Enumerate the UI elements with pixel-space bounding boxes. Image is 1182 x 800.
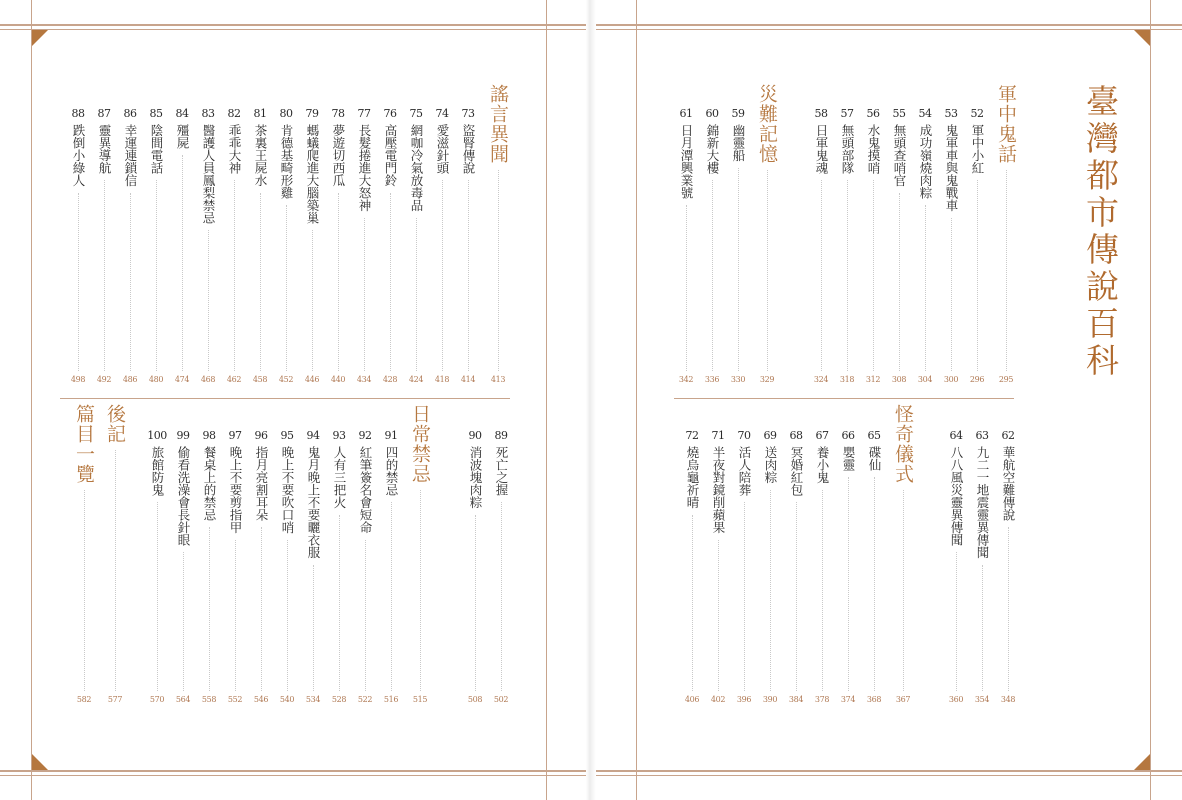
toc-entry-75[interactable] bbox=[405, 108, 427, 384]
entry-page: 446 bbox=[304, 375, 320, 384]
entry-number: 98 bbox=[202, 429, 216, 442]
entry-number: 65 bbox=[867, 429, 881, 442]
entry-title: 水鬼摸哨 bbox=[866, 124, 881, 174]
toc-entry-100[interactable] bbox=[146, 430, 168, 704]
leader-dots bbox=[770, 490, 771, 692]
entry-title: 偷看洗澡會長針眼 bbox=[176, 446, 191, 546]
entry-title: 晚上不要吹口哨 bbox=[280, 446, 295, 534]
section-title: 日常禁忌 bbox=[409, 404, 431, 484]
leader-dots bbox=[498, 170, 499, 371]
leader-dots bbox=[1006, 170, 1007, 371]
leader-dots bbox=[982, 565, 983, 692]
entry-title: 幸運連鎖信 bbox=[123, 124, 138, 187]
entry-page: 336 bbox=[704, 375, 720, 384]
entry-page: 570 bbox=[149, 695, 165, 704]
entry-title: 紅筆簽名會短命 bbox=[358, 446, 373, 534]
leader-dots bbox=[956, 552, 957, 691]
divider-left bbox=[60, 398, 510, 399]
toc-entry-64[interactable] bbox=[945, 430, 967, 704]
entry-title: 死亡之握 bbox=[494, 446, 509, 496]
entry-number: 91 bbox=[384, 429, 398, 442]
entry-title: 日月潭興業號 bbox=[679, 124, 694, 199]
entry-page: 304 bbox=[917, 375, 933, 384]
entry-page: 492 bbox=[96, 375, 112, 384]
section-postscript[interactable] bbox=[102, 404, 128, 704]
entry-page: 462 bbox=[226, 375, 242, 384]
leader-dots bbox=[475, 515, 476, 692]
book-title: 臺灣都市傳說百科 bbox=[1081, 84, 1120, 380]
section-page: 367 bbox=[895, 695, 911, 704]
entry-title: 無頭部隊 bbox=[840, 124, 855, 174]
entry-title: 陰間電話 bbox=[149, 124, 164, 174]
entry-number: 85 bbox=[149, 107, 163, 120]
leader-dots bbox=[209, 527, 210, 691]
entry-number: 77 bbox=[357, 107, 371, 120]
toc-entry-81[interactable] bbox=[249, 108, 271, 384]
entry-title: 夢遊切西瓜 bbox=[331, 124, 346, 187]
entry-page: 502 bbox=[493, 695, 509, 704]
frame-right-inner-line bbox=[636, 0, 637, 800]
leader-dots bbox=[796, 502, 797, 691]
leader-dots bbox=[821, 180, 822, 371]
toc-entry-94[interactable] bbox=[302, 430, 324, 704]
leader-dots bbox=[903, 490, 904, 691]
entry-page: 486 bbox=[122, 375, 138, 384]
section-military[interactable] bbox=[993, 84, 1019, 384]
entry-number: 72 bbox=[685, 429, 699, 442]
entry-number: 93 bbox=[332, 429, 346, 442]
entry-number: 79 bbox=[305, 107, 319, 120]
toc-entry-59[interactable] bbox=[727, 108, 749, 384]
toc-entry-73[interactable] bbox=[457, 108, 479, 384]
toc-entry-65[interactable] bbox=[863, 430, 885, 704]
leader-dots bbox=[313, 565, 314, 692]
leader-dots bbox=[899, 193, 900, 372]
leader-dots bbox=[718, 540, 719, 692]
entry-number: 100 bbox=[147, 429, 167, 442]
leader-dots bbox=[312, 230, 313, 371]
toc-entry-56[interactable] bbox=[862, 108, 884, 384]
book-spine-gutter bbox=[586, 0, 596, 800]
toc-entry-91[interactable] bbox=[380, 430, 402, 704]
section-title: 篇目一覽 bbox=[73, 404, 95, 484]
entry-title: 醫護人員鳳梨禁忌 bbox=[201, 124, 216, 224]
toc-entry-71[interactable] bbox=[707, 430, 729, 704]
toc-entry-67[interactable] bbox=[811, 430, 833, 704]
leader-dots bbox=[873, 180, 874, 371]
entry-page: 312 bbox=[865, 375, 881, 384]
entry-title: 晚上不要剪指甲 bbox=[228, 446, 243, 534]
entry-title: 肯德基畸形雞 bbox=[279, 124, 294, 199]
entry-number: 68 bbox=[789, 429, 803, 442]
entry-title: 活人陪葬 bbox=[737, 446, 752, 496]
entry-title: 四的禁忌 bbox=[384, 446, 399, 496]
toc-entry-57[interactable] bbox=[836, 108, 858, 384]
entry-number: 73 bbox=[461, 107, 475, 120]
entry-page: 378 bbox=[814, 695, 830, 704]
toc-entry-98[interactable] bbox=[198, 430, 220, 704]
entry-title: 華航空難傳說 bbox=[1001, 446, 1016, 521]
entry-number: 82 bbox=[227, 107, 241, 120]
toc-entry-54[interactable] bbox=[914, 108, 936, 384]
leader-dots bbox=[847, 180, 848, 371]
toc-entry-72[interactable] bbox=[681, 430, 703, 704]
entry-title: 錦新大樓 bbox=[705, 124, 720, 174]
toc-entry-92[interactable] bbox=[354, 430, 376, 704]
toc-entry-83[interactable] bbox=[197, 108, 219, 384]
section-index[interactable] bbox=[71, 404, 97, 704]
entry-title: 旅館防鬼 bbox=[150, 446, 165, 496]
entry-title: 消波塊肉粽 bbox=[468, 446, 483, 509]
entry-title: 餐桌上的禁忌 bbox=[202, 446, 217, 521]
leader-dots bbox=[767, 170, 768, 371]
leader-dots bbox=[738, 168, 739, 372]
entry-page: 480 bbox=[148, 375, 164, 384]
entry-title: 網咖冷氣放毒品 bbox=[409, 124, 424, 212]
toc-entry-68[interactable] bbox=[785, 430, 807, 704]
leader-dots bbox=[501, 502, 502, 691]
toc-entry-58[interactable] bbox=[810, 108, 832, 384]
toc-entry-62[interactable] bbox=[997, 430, 1019, 704]
entry-page: 440 bbox=[330, 375, 346, 384]
entry-number: 74 bbox=[435, 107, 449, 120]
leader-dots bbox=[261, 527, 262, 691]
entry-page: 324 bbox=[813, 375, 829, 384]
toc-entry-78[interactable] bbox=[327, 108, 349, 384]
entry-title: 鬼月晚上不要曬衣服 bbox=[306, 446, 321, 559]
toc-entry-89[interactable] bbox=[490, 430, 512, 704]
toc-entry-55[interactable] bbox=[888, 108, 910, 384]
entry-title: 嬰靈 bbox=[841, 446, 856, 471]
toc-entry-86[interactable] bbox=[119, 108, 141, 384]
section-page: 582 bbox=[76, 695, 92, 704]
entry-number: 81 bbox=[253, 107, 267, 120]
entry-page: 354 bbox=[974, 695, 990, 704]
entry-title: 養小鬼 bbox=[815, 446, 830, 484]
entry-number: 64 bbox=[949, 429, 963, 442]
entry-page: 424 bbox=[408, 375, 424, 384]
entry-page: 522 bbox=[357, 695, 373, 704]
entry-title: 冥婚紅包 bbox=[789, 446, 804, 496]
entry-title: 靈異導航 bbox=[97, 124, 112, 174]
entry-number: 69 bbox=[763, 429, 777, 442]
entry-number: 59 bbox=[731, 107, 745, 120]
toc-entry-87[interactable] bbox=[93, 108, 115, 384]
frame-left-inner-line bbox=[546, 0, 547, 800]
toc-entry-90[interactable] bbox=[464, 430, 486, 704]
entry-page: 564 bbox=[175, 695, 191, 704]
entry-title: 碟仙 bbox=[867, 446, 882, 471]
entry-title: 茶裏王屍水 bbox=[253, 124, 268, 187]
entry-number: 90 bbox=[468, 429, 482, 442]
leader-dots bbox=[925, 205, 926, 371]
leader-dots bbox=[468, 180, 469, 371]
entry-title: 長髮捲進大怒神 bbox=[357, 124, 372, 212]
leader-dots bbox=[235, 540, 236, 692]
toc-entry-70[interactable] bbox=[733, 430, 755, 704]
entry-page: 318 bbox=[839, 375, 855, 384]
entry-number: 60 bbox=[705, 107, 719, 120]
toc-entry-76[interactable] bbox=[379, 108, 401, 384]
entry-page: 474 bbox=[174, 375, 190, 384]
entry-page: 434 bbox=[356, 375, 372, 384]
entry-number: 70 bbox=[737, 429, 751, 442]
leader-dots bbox=[848, 477, 849, 691]
toc-entry-80[interactable] bbox=[275, 108, 297, 384]
entry-page: 534 bbox=[305, 695, 321, 704]
entry-number: 58 bbox=[814, 107, 828, 120]
entry-number: 87 bbox=[97, 107, 111, 120]
toc-entry-79[interactable] bbox=[301, 108, 323, 384]
entry-number: 53 bbox=[944, 107, 958, 120]
entry-page: 452 bbox=[278, 375, 294, 384]
entry-title: 指月亮割耳朵 bbox=[254, 446, 269, 521]
entry-page: 396 bbox=[736, 695, 752, 704]
toc-entry-95[interactable] bbox=[276, 430, 298, 704]
section-disaster[interactable] bbox=[754, 84, 780, 384]
entry-page: 390 bbox=[762, 695, 778, 704]
divider-right bbox=[674, 398, 1014, 399]
entry-page: 458 bbox=[252, 375, 268, 384]
entry-number: 95 bbox=[280, 429, 294, 442]
entry-title: 鬼軍車與鬼戰車 bbox=[944, 124, 959, 212]
section-strange[interactable] bbox=[890, 404, 916, 704]
toc-entry-88[interactable] bbox=[67, 108, 89, 384]
leader-dots bbox=[234, 180, 235, 371]
entry-page: 342 bbox=[678, 375, 694, 384]
entry-number: 94 bbox=[306, 429, 320, 442]
entry-number: 56 bbox=[866, 107, 880, 120]
entry-page: 508 bbox=[467, 695, 483, 704]
leader-dots bbox=[416, 218, 417, 372]
leader-dots bbox=[84, 490, 85, 691]
leader-dots bbox=[339, 515, 340, 692]
entry-number: 76 bbox=[383, 107, 397, 120]
section-title: 軍中鬼話 bbox=[995, 84, 1017, 164]
entry-number: 62 bbox=[1001, 429, 1015, 442]
entry-title: 軍中小紅 bbox=[970, 124, 985, 174]
entry-number: 61 bbox=[679, 107, 693, 120]
leader-dots bbox=[286, 205, 287, 371]
leader-dots bbox=[951, 218, 952, 372]
leader-dots bbox=[78, 193, 79, 372]
entry-title: 螞蟻爬進大腦築巢 bbox=[305, 124, 320, 224]
entry-title: 日軍鬼魂 bbox=[814, 124, 829, 174]
leader-dots bbox=[364, 218, 365, 372]
section-daily[interactable] bbox=[407, 404, 433, 704]
toc-entry-97[interactable] bbox=[224, 430, 246, 704]
entry-number: 78 bbox=[331, 107, 345, 120]
frame-left-line bbox=[31, 0, 32, 800]
entry-number: 80 bbox=[279, 107, 293, 120]
leader-dots bbox=[338, 193, 339, 372]
leader-dots bbox=[420, 490, 421, 691]
entry-number: 52 bbox=[970, 107, 984, 120]
entry-title: 乖乖大神 bbox=[227, 124, 242, 174]
leader-dots bbox=[156, 180, 157, 371]
entry-title: 八八風災靈異傳聞 bbox=[949, 446, 964, 546]
entry-number: 89 bbox=[494, 429, 508, 442]
leader-dots bbox=[1008, 527, 1009, 691]
section-page: 515 bbox=[412, 695, 428, 704]
corner-ornament-top-right bbox=[1134, 30, 1150, 46]
toc-entry-60[interactable] bbox=[701, 108, 723, 384]
section-rumor[interactable] bbox=[485, 84, 511, 384]
entry-title: 半夜對鏡削蘋果 bbox=[711, 446, 726, 534]
entry-title: 九二一地震靈異傳聞 bbox=[975, 446, 990, 559]
leader-dots bbox=[390, 193, 391, 372]
entry-number: 84 bbox=[175, 107, 189, 120]
toc-entry-77[interactable] bbox=[353, 108, 375, 384]
section-page: 329 bbox=[759, 375, 775, 384]
entry-page: 468 bbox=[200, 375, 216, 384]
entry-number: 75 bbox=[409, 107, 423, 120]
leader-dots bbox=[391, 502, 392, 691]
leader-dots bbox=[130, 193, 131, 372]
entry-number: 57 bbox=[840, 107, 854, 120]
frame-right-line bbox=[1150, 0, 1151, 800]
entry-title: 幽靈船 bbox=[731, 124, 746, 162]
leader-dots bbox=[182, 155, 183, 371]
entry-page: 384 bbox=[788, 695, 804, 704]
entry-number: 54 bbox=[918, 107, 932, 120]
entry-number: 97 bbox=[228, 429, 242, 442]
entry-page: 546 bbox=[253, 695, 269, 704]
section-title: 後記 bbox=[104, 404, 126, 444]
toc-entry-53[interactable] bbox=[940, 108, 962, 384]
entry-page: 360 bbox=[948, 695, 964, 704]
toc-entry-61[interactable] bbox=[675, 108, 697, 384]
leader-dots bbox=[692, 515, 693, 692]
section-page: 295 bbox=[998, 375, 1014, 384]
section-title: 災難記憶 bbox=[756, 84, 778, 164]
toc-entry-74[interactable] bbox=[431, 108, 453, 384]
entry-page: 368 bbox=[866, 695, 882, 704]
toc-entry-63[interactable] bbox=[971, 430, 993, 704]
entry-title: 送肉粽 bbox=[763, 446, 778, 484]
toc-entry-93[interactable] bbox=[328, 430, 350, 704]
toc-entry-82[interactable] bbox=[223, 108, 245, 384]
entry-title: 人有三把火 bbox=[332, 446, 347, 509]
toc-entry-66[interactable] bbox=[837, 430, 859, 704]
leader-dots bbox=[183, 552, 184, 691]
entry-number: 99 bbox=[176, 429, 190, 442]
section-title: 謠言異聞 bbox=[487, 84, 509, 164]
entry-page: 540 bbox=[279, 695, 295, 704]
entry-number: 83 bbox=[201, 107, 215, 120]
leader-dots bbox=[260, 193, 261, 372]
leader-dots bbox=[287, 540, 288, 692]
section-page: 577 bbox=[107, 695, 123, 704]
entry-page: 296 bbox=[969, 375, 985, 384]
leader-dots bbox=[977, 180, 978, 371]
entry-title: 無頭查哨官 bbox=[892, 124, 907, 187]
entry-number: 67 bbox=[815, 429, 829, 442]
leader-dots bbox=[712, 180, 713, 371]
toc-entry-69[interactable] bbox=[759, 430, 781, 704]
corner-ornament-bottom-right bbox=[1134, 754, 1150, 770]
entry-title: 跌倒小綠人 bbox=[71, 124, 86, 187]
leader-dots bbox=[157, 502, 158, 691]
leader-dots bbox=[442, 180, 443, 371]
toc-entry-96[interactable] bbox=[250, 430, 272, 704]
entry-page: 528 bbox=[331, 695, 347, 704]
entry-title: 高壓電門鈴 bbox=[383, 124, 398, 187]
entry-number: 86 bbox=[123, 107, 137, 120]
entry-page: 418 bbox=[434, 375, 450, 384]
entry-number: 92 bbox=[358, 429, 372, 442]
leader-dots bbox=[208, 230, 209, 371]
entry-title: 愛滋針頭 bbox=[435, 124, 450, 174]
entry-page: 374 bbox=[840, 695, 856, 704]
entry-number: 96 bbox=[254, 429, 268, 442]
entry-title: 盜腎傳說 bbox=[461, 124, 476, 174]
leader-dots bbox=[744, 502, 745, 691]
leader-dots bbox=[822, 490, 823, 692]
entry-title: 燒烏龜祈晴 bbox=[685, 446, 700, 509]
leader-dots bbox=[686, 205, 687, 371]
entry-page: 402 bbox=[710, 695, 726, 704]
entry-page: 498 bbox=[70, 375, 86, 384]
leader-dots bbox=[874, 477, 875, 691]
leader-dots bbox=[365, 540, 366, 692]
corner-ornament-bottom-left bbox=[32, 754, 48, 770]
entry-number: 66 bbox=[841, 429, 855, 442]
section-page: 413 bbox=[490, 375, 506, 384]
entry-number: 63 bbox=[975, 429, 989, 442]
entry-page: 428 bbox=[382, 375, 398, 384]
entry-page: 330 bbox=[730, 375, 746, 384]
toc-entry-99[interactable] bbox=[172, 430, 194, 704]
leader-dots bbox=[115, 450, 116, 691]
entry-number: 88 bbox=[71, 107, 85, 120]
corner-ornament-top-left bbox=[32, 30, 48, 46]
entry-page: 406 bbox=[684, 695, 700, 704]
entry-page: 552 bbox=[227, 695, 243, 704]
entry-page: 308 bbox=[891, 375, 907, 384]
toc-entry-84[interactable] bbox=[171, 108, 193, 384]
entry-title: 成功嶺燒肉粽 bbox=[918, 124, 933, 199]
leader-dots bbox=[104, 180, 105, 371]
entry-page: 300 bbox=[943, 375, 959, 384]
entry-page: 414 bbox=[460, 375, 476, 384]
toc-entry-52[interactable] bbox=[966, 108, 988, 384]
entry-page: 516 bbox=[383, 695, 399, 704]
entry-title: 殭屍 bbox=[175, 124, 190, 149]
section-title: 怪奇儀式 bbox=[892, 404, 914, 484]
entry-number: 71 bbox=[711, 429, 725, 442]
entry-number: 55 bbox=[892, 107, 906, 120]
toc-entry-85[interactable] bbox=[145, 108, 167, 384]
entry-page: 348 bbox=[1000, 695, 1016, 704]
entry-page: 558 bbox=[201, 695, 217, 704]
